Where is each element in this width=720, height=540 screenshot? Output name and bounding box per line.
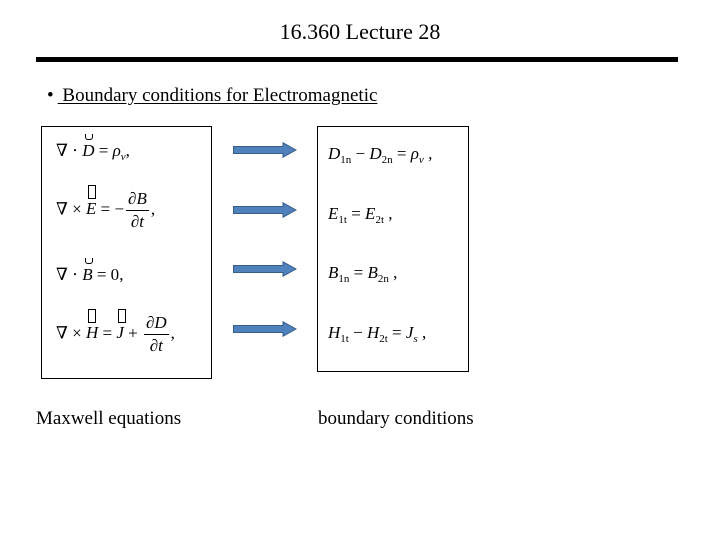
bullet-symbol: • bbox=[47, 85, 54, 106]
right-arrow-icon bbox=[233, 142, 297, 158]
maxwell-equation-2 bbox=[56, 189, 155, 232]
fraction-denominator: ∂t bbox=[130, 212, 144, 231]
subscript: 2n bbox=[381, 154, 393, 166]
equation-tail: , bbox=[388, 263, 398, 282]
symbol: D bbox=[328, 144, 341, 163]
symbol: E bbox=[365, 204, 376, 223]
boundary-condition-4 bbox=[328, 323, 426, 343]
symbol: E bbox=[328, 204, 339, 223]
maxwell-equation-1 bbox=[56, 141, 130, 161]
equation-tail: , bbox=[170, 323, 175, 343]
equation-tail: , bbox=[119, 265, 124, 284]
subscript: 2t bbox=[375, 214, 384, 226]
title-rule bbox=[36, 57, 678, 62]
symbol: B bbox=[328, 263, 339, 282]
vector-symbol: B bbox=[82, 265, 93, 284]
symbol: H bbox=[366, 323, 380, 342]
operator: − bbox=[351, 144, 370, 163]
operator: = bbox=[349, 263, 368, 282]
subscript: 1n bbox=[338, 273, 350, 285]
boundary-conditions-box bbox=[317, 126, 469, 372]
vector-symbol: D bbox=[82, 141, 95, 160]
relation: = bbox=[387, 323, 406, 342]
rhs-subscript: v bbox=[120, 151, 126, 163]
fraction-numerator: ∂B bbox=[126, 189, 149, 211]
bullet-heading bbox=[47, 84, 377, 108]
operator-div: ∇ ⋅ bbox=[56, 141, 83, 160]
symbol: B bbox=[367, 263, 378, 282]
vector-symbol: H bbox=[85, 323, 99, 343]
operator: − bbox=[348, 323, 367, 342]
fraction-numerator: ∂D bbox=[144, 313, 169, 335]
relation: = bbox=[98, 323, 117, 343]
relation: = bbox=[94, 141, 113, 160]
subscript: v bbox=[418, 154, 424, 166]
relation: = − bbox=[96, 199, 125, 219]
maxwell-equation-3 bbox=[56, 265, 123, 285]
equation-tail: , bbox=[417, 323, 427, 342]
boundary-condition-1 bbox=[328, 144, 432, 164]
symbol: ρ bbox=[410, 144, 419, 163]
subscript: 1n bbox=[340, 154, 352, 166]
operator-curl: ∇ × bbox=[56, 323, 86, 343]
fraction-denominator: ∂t bbox=[149, 336, 163, 355]
fraction bbox=[126, 189, 149, 232]
maxwell-equations-box bbox=[41, 126, 212, 379]
relation: = 0 bbox=[92, 265, 120, 284]
caption-boundary-conditions: boundary conditions bbox=[318, 408, 474, 429]
subscript: 2t bbox=[379, 333, 388, 345]
rhs-symbol: ρ bbox=[112, 141, 121, 160]
subscript: 2n bbox=[377, 273, 389, 285]
operator: = bbox=[346, 204, 366, 223]
operator-curl: ∇ × bbox=[56, 199, 86, 219]
maxwell-equation-4 bbox=[56, 313, 175, 356]
symbol: D bbox=[369, 144, 382, 163]
vector-symbol: J bbox=[116, 323, 124, 343]
operator-div: ∇ ⋅ bbox=[56, 265, 83, 284]
subscript: 1t bbox=[340, 333, 349, 345]
right-arrow-icon bbox=[233, 321, 297, 337]
equation-tail: , bbox=[423, 144, 433, 163]
equation-tail: , bbox=[384, 204, 393, 223]
right-arrow-icon bbox=[233, 202, 297, 218]
boundary-condition-3 bbox=[328, 263, 397, 283]
vector-symbol: E bbox=[85, 199, 97, 219]
symbol: J bbox=[405, 323, 414, 342]
equation-tail: , bbox=[150, 199, 156, 219]
symbol: H bbox=[328, 323, 341, 342]
boundary-condition-2 bbox=[328, 204, 393, 224]
relation: = bbox=[392, 144, 411, 163]
subscript: s bbox=[413, 333, 418, 345]
slide-title: 16.360 Lecture 28 bbox=[279, 19, 441, 44]
right-arrow-icon bbox=[233, 261, 297, 277]
equation-tail: , bbox=[125, 141, 130, 160]
fraction bbox=[144, 313, 169, 356]
plus-sign: + bbox=[123, 323, 142, 343]
bullet-heading-text: Boundary conditions for Electromagnetic bbox=[57, 85, 378, 106]
caption-maxwell-equations: Maxwell equations bbox=[36, 408, 182, 429]
subscript: 1t bbox=[338, 214, 347, 226]
